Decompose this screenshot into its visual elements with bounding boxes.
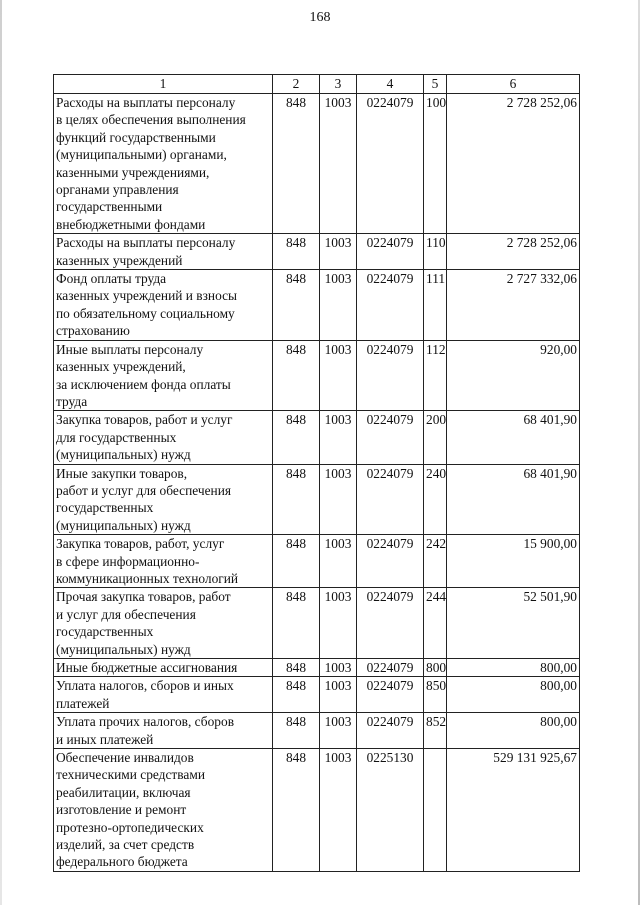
expense-type-cell: 240 [424, 464, 447, 535]
scan-left-edge [0, 0, 2, 905]
admin-code-cell: 848 [273, 659, 320, 677]
section-code-cell: 1003 [320, 713, 357, 749]
expense-type-cell: 111 [424, 270, 447, 341]
target-code-cell: 0224079 [357, 411, 424, 464]
header-col-2: 2 [273, 75, 320, 94]
expense-type-cell: 100 [424, 94, 447, 234]
table-body [54, 94, 580, 872]
header-col-5: 5 [424, 75, 447, 94]
row-name-cell: Закупка товаров, работ и услуг для государственных (муниципальных) нужд [54, 411, 273, 464]
section-code-cell: 1003 [320, 270, 357, 341]
target-code-cell: 0224079 [357, 713, 424, 749]
section-code-cell: 1003 [320, 677, 357, 713]
amount-cell: 52 501,90 [447, 588, 580, 659]
amount-cell: 68 401,90 [447, 464, 580, 535]
section-code-cell: 1003 [320, 411, 357, 464]
amount-cell: 800,00 [447, 677, 580, 713]
table-row [54, 270, 580, 341]
table-row [54, 659, 580, 677]
row-name-cell: Прочая закупка товаров, работ и услуг для обеспечения государственных (муниципальных) нужд [54, 588, 273, 659]
section-code-cell: 1003 [320, 234, 357, 270]
row-name-cell: Иные выплаты персоналу казенных учреждений, за исключением фонда оплаты труда [54, 340, 273, 411]
section-code-cell: 1003 [320, 588, 357, 659]
row-name-cell: Расходы на выплаты персоналу казенных учреждений [54, 234, 273, 270]
expense-type-cell: 800 [424, 659, 447, 677]
table-row [54, 677, 580, 713]
amount-cell: 529 131 925,67 [447, 749, 580, 872]
target-code-cell: 0224079 [357, 535, 424, 588]
target-code-cell: 0224079 [357, 270, 424, 341]
expense-type-cell: 850 [424, 677, 447, 713]
expense-type-cell: 244 [424, 588, 447, 659]
row-name-cell: Иные бюджетные ассигнования [54, 659, 273, 677]
target-code-cell: 0224079 [357, 94, 424, 234]
target-code-cell: 0224079 [357, 464, 424, 535]
section-code-cell: 1003 [320, 749, 357, 872]
table-row [54, 713, 580, 749]
target-code-cell: 0224079 [357, 340, 424, 411]
expense-type-cell [424, 749, 447, 872]
header-col-1: 1 [54, 75, 273, 94]
target-code-cell: 0224079 [357, 677, 424, 713]
row-name-cell: Иные закупки товаров, работ и услуг для обеспечения государственных (муниципальных) нужд [54, 464, 273, 535]
admin-code-cell: 848 [273, 94, 320, 234]
header-col-3: 3 [320, 75, 357, 94]
row-name-cell: Уплата прочих налогов, сборов и иных платежей [54, 713, 273, 749]
table-row [54, 340, 580, 411]
expense-type-cell: 200 [424, 411, 447, 464]
target-code-cell: 0225130 [357, 749, 424, 872]
admin-code-cell: 848 [273, 749, 320, 872]
admin-code-cell: 848 [273, 234, 320, 270]
admin-code-cell: 848 [273, 464, 320, 535]
table-row [54, 588, 580, 659]
expense-type-cell: 112 [424, 340, 447, 411]
admin-code-cell: 848 [273, 713, 320, 749]
amount-cell: 800,00 [447, 659, 580, 677]
section-code-cell: 1003 [320, 340, 357, 411]
admin-code-cell: 848 [273, 270, 320, 341]
row-name-cell: Закупка товаров, работ, услуг в сфере информационно- коммуникационных технологий [54, 535, 273, 588]
amount-cell: 800,00 [447, 713, 580, 749]
table-row [54, 464, 580, 535]
section-code-cell: 1003 [320, 535, 357, 588]
section-code-cell: 1003 [320, 659, 357, 677]
row-name-cell: Обеспечение инвалидов техническими средствами реабилитации, включая изготовление и ремонт протезно-ортопедических изделий, за счет средств федерального бюджета [54, 749, 273, 872]
table-row [54, 94, 580, 234]
budget-table [53, 74, 580, 872]
amount-cell: 2 727 332,06 [447, 270, 580, 341]
admin-code-cell: 848 [273, 677, 320, 713]
section-code-cell: 1003 [320, 94, 357, 234]
amount-cell: 68 401,90 [447, 411, 580, 464]
admin-code-cell: 848 [273, 535, 320, 588]
expense-type-cell: 110 [424, 234, 447, 270]
table-row [54, 749, 580, 872]
table-row [54, 535, 580, 588]
admin-code-cell: 848 [273, 340, 320, 411]
amount-cell: 920,00 [447, 340, 580, 411]
header-col-4: 4 [357, 75, 424, 94]
admin-code-cell: 848 [273, 411, 320, 464]
table-row [54, 411, 580, 464]
expense-type-cell: 242 [424, 535, 447, 588]
amount-cell: 2 728 252,06 [447, 94, 580, 234]
header-row [54, 75, 580, 94]
target-code-cell: 0224079 [357, 234, 424, 270]
page-number: 168 [309, 10, 331, 25]
target-code-cell: 0224079 [357, 659, 424, 677]
expense-type-cell: 852 [424, 713, 447, 749]
amount-cell: 2 728 252,06 [447, 234, 580, 270]
row-name-cell: Уплата налогов, сборов и иных платежей [54, 677, 273, 713]
section-code-cell: 1003 [320, 464, 357, 535]
amount-cell: 15 900,00 [447, 535, 580, 588]
target-code-cell: 0224079 [357, 588, 424, 659]
row-name-cell: Фонд оплаты труда казенных учреждений и взносы по обязательному социальному страхованию [54, 270, 273, 341]
row-name-cell: Расходы на выплаты персоналу в целях обеспечения выполнения функций государственными (муниципальными) органами, казенными учреждениями, органами управления государственными внебюджетными фондами [54, 94, 273, 234]
table-row [54, 234, 580, 270]
admin-code-cell: 848 [273, 588, 320, 659]
header-col-6: 6 [447, 75, 580, 94]
